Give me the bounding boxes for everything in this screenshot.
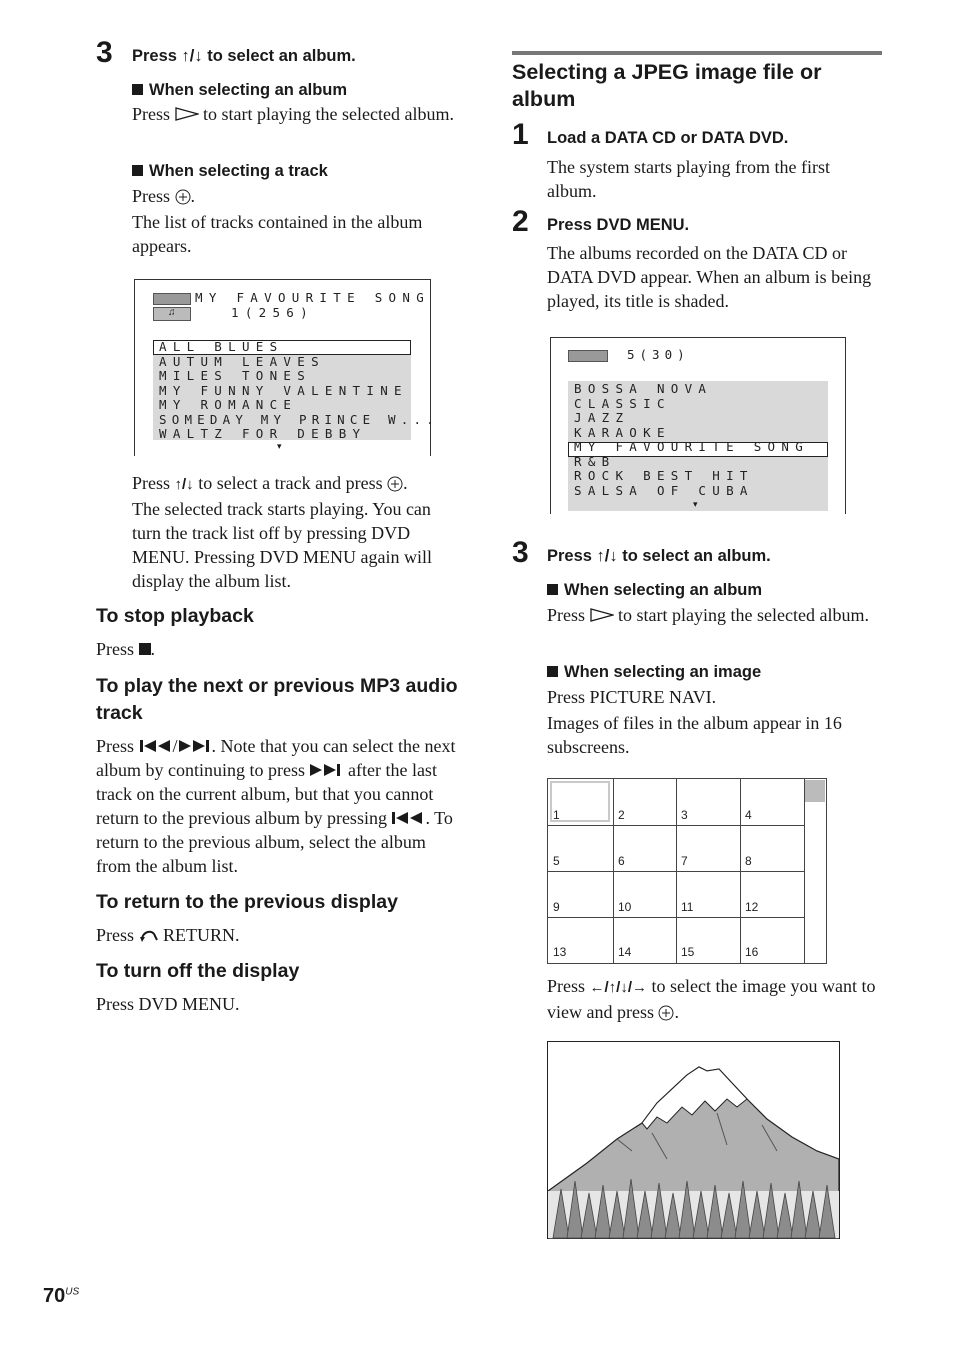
scroll-down-indicator: ▾ [277,441,282,451]
subscreen-label[interactable]: 3 [681,808,688,822]
page-number: $70^{US}$ [43,1285,80,1307]
subscreen-label[interactable]: 7 [681,854,688,868]
enter-button-icon [175,189,191,205]
paragraph: Press ←/↑/↓/→ to select the image you want to view and press . [547,976,876,1022]
up-down-arrows-icon: ↑/↓ [596,547,618,565]
album-item[interactable]: R&B [574,453,616,469]
album-list-screen [550,337,846,514]
scrollbar-thumb[interactable] [805,780,825,802]
enter-button-icon [387,476,403,492]
subscreen-label[interactable]: 9 [553,900,560,914]
subscreen-label[interactable]: 5 [553,854,560,868]
return-icon [139,928,159,942]
album-item[interactable]: MY FAVOURITE SONG [574,439,810,454]
section-title: Selecting a JPEG image file or album [512,60,822,111]
subscreen-label[interactable]: 11 [681,900,694,914]
subscreen-label[interactable]: 13 [553,945,567,959]
track-item[interactable]: AUTUM LEAVES [159,353,325,369]
track-list-screen [134,279,439,456]
direction-arrows-icon: ←/↑/↓/→ [589,979,648,996]
subscreen-label[interactable]: 2 [618,808,625,822]
folder-icon [568,350,608,362]
square-bullet-icon [547,666,558,677]
next-track-icon [309,763,343,777]
step-heading: Press ↑/↓ to select an album. [132,47,356,65]
paragraph: Press ↑/↓ to select a track and press . The selected track starts playing. You can turn the track list off by pressing DVD MENU. Pressing DVD MENU again will display the album list. [132,473,432,591]
subscreen-label[interactable]: 10 [618,900,632,914]
section-heading: To play the next or previous MP3 audio track [96,675,458,724]
track-item[interactable]: SOMEDAY MY PRINCE W... [159,411,439,427]
play-icon [175,107,199,121]
enter-button-icon [658,1005,674,1021]
up-down-arrows-icon: ↑/↓ [174,476,194,493]
sub-heading: When selecting an image [547,663,761,682]
paragraph: Press PICTURE NAVI. Images of files in the album appear in 16 subscreens. [547,687,842,757]
step-number: 2 [512,205,529,238]
paragraph: The albums recorded on the DATA CD or DATA DVD appear. When an album is being played, its title is shaded. [547,243,872,311]
stop-icon [139,643,151,655]
album-item[interactable]: CLASSIC [574,395,671,411]
album-item[interactable]: JAZZ [574,410,630,425]
subscreen-label[interactable]: 12 [745,900,759,914]
mountain-landscape-image [547,1041,840,1239]
section-heading: To stop playback [96,605,254,627]
sub-heading: When selecting an album [547,581,762,600]
track-item[interactable]: ALL BLUES [159,339,284,354]
section-heading: To return to the previous display [96,891,398,913]
paragraph: Press RETURN. [96,925,240,945]
square-bullet-icon [132,165,143,176]
subscreen-label[interactable]: 4 [745,808,752,822]
album-item[interactable]: BOSSA NOVA [574,381,713,396]
previous-track-icon [139,739,173,753]
subscreen-label[interactable]: 15 [681,945,695,959]
step-heading: Press DVD MENU. [547,216,690,234]
subscreen-label[interactable]: 8 [745,854,752,868]
section-rule [512,51,882,55]
paragraph: Press to start playing the selected album. [547,605,869,625]
album-count: 5(30) [627,347,690,362]
track-item[interactable]: WALTZ FOR DEBBY [159,426,367,441]
subscreen-label[interactable]: 14 [618,945,632,959]
paragraph: Press to start playing the selected album. [132,104,454,124]
sub-heading: When selecting a track [132,162,328,181]
step-heading: Load a DATA CD or DATA DVD. [547,129,789,147]
subscreen-grid [547,778,827,964]
step-number: 3 [96,36,113,69]
previous-track-icon [391,811,425,825]
subscreen-label[interactable]: 16 [745,945,759,959]
paragraph: Press . [96,639,156,659]
scroll-down-indicator: ▾ [693,499,698,509]
step-number: 1 [512,118,529,151]
paragraph: The system starts playing from the first album. [547,157,830,201]
step-heading: Press ↑/↓ to select an album. [547,547,771,565]
subscreen-label[interactable]: 6 [618,854,625,868]
next-track-icon [178,739,212,753]
subscreen-label[interactable]: 1 [553,808,560,822]
track-count: 1(256) [231,305,314,320]
square-bullet-icon [132,84,143,95]
music-note-icon: ♫ [153,307,191,321]
album-title: MY FAVOURITE SONG [195,290,431,305]
album-item[interactable]: SALSA OF CUBA [574,482,754,498]
folder-icon [153,293,191,305]
track-item[interactable]: MY ROMANCE [159,397,298,412]
play-icon [590,608,614,622]
album-item[interactable]: ROCK BEST HIT [574,468,754,483]
square-bullet-icon [547,584,558,595]
step-number: 3 [512,536,529,569]
track-item[interactable]: MY FUNNY VALENTINE [159,382,408,398]
paragraph: Press . The list of tracks contained in the album appears. [132,186,423,256]
paragraph: Press / . Note that you can select the next album by continuing to press after the last track on the current album, but that you cannot return to the previous album by pressing . To return to the previous album, select the album from the album list. [96,736,456,876]
album-item[interactable]: KARAOKE [574,424,671,440]
section-heading: To turn off the display [96,960,300,982]
sub-heading: When selecting an album [132,81,347,100]
paragraph: Press DVD MENU. [96,994,240,1014]
up-down-arrows-icon: ↑/↓ [181,47,203,65]
track-item[interactable]: MILES TONES [159,368,312,383]
